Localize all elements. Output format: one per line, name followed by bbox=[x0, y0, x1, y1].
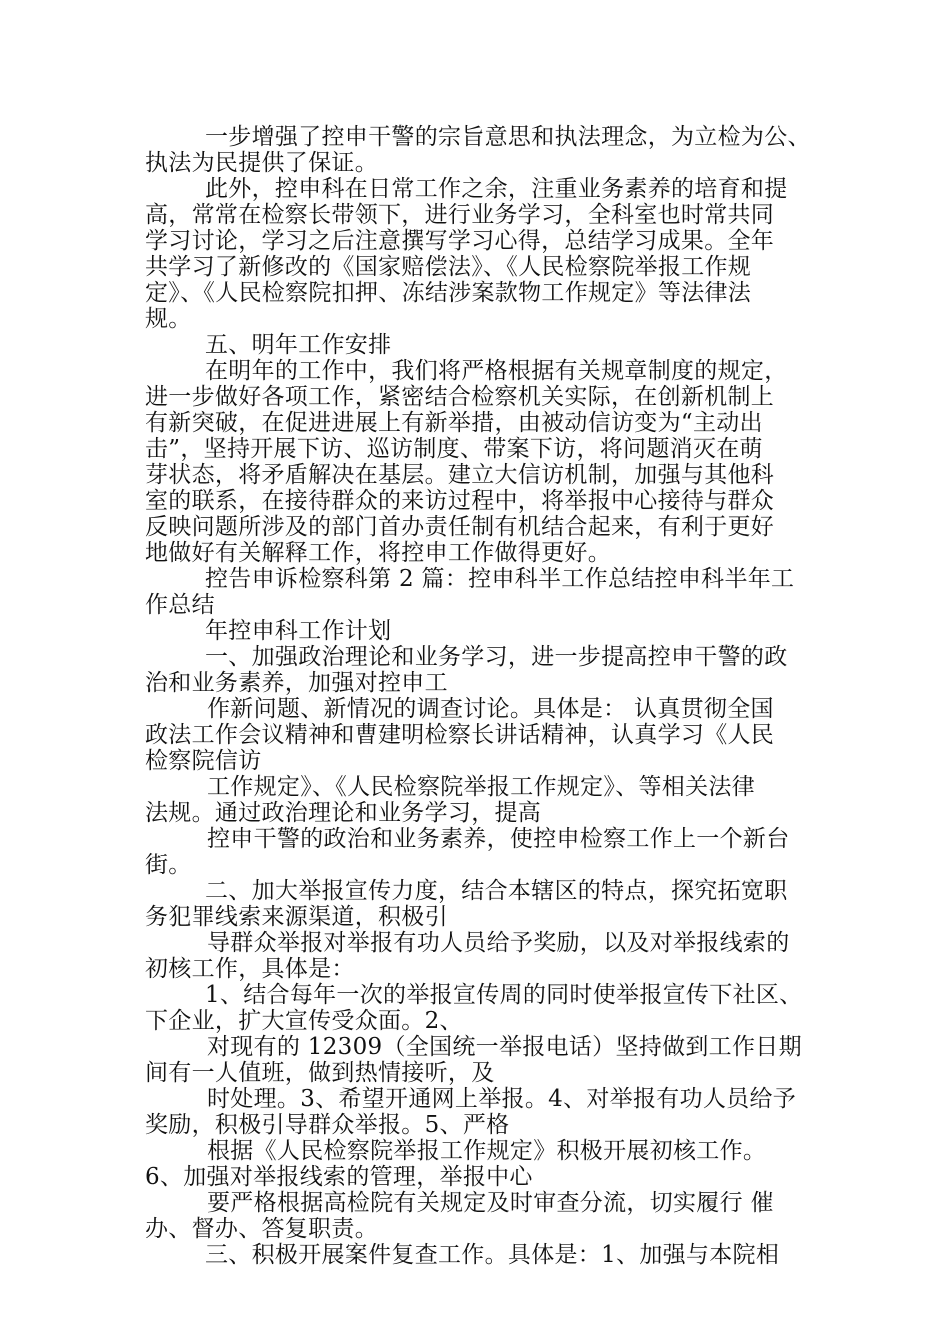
text-line: 控申干警的政治和业务素养，使控申检察工作上一个新台 bbox=[207, 826, 790, 852]
text-line: 治和业务素养，加强对控申工 bbox=[145, 670, 448, 696]
text-line: 对现有的 12309（全国统一举报电话）坚持做到工作日期 bbox=[207, 1034, 802, 1060]
text-line: 政法工作会议精神和曹建明检察长讲话精神，认真学习《人民 bbox=[145, 722, 775, 748]
text-line: 规。 bbox=[145, 306, 192, 332]
article-subheading: 年控申科工作计划 bbox=[205, 618, 392, 644]
text-line: 三、积极开展案件复查工作。具体是：1、加强与本院相 bbox=[205, 1242, 780, 1268]
text-line: 导群众举报对举报有功人员给予奖励，以及对举报线索的 bbox=[207, 930, 790, 956]
section-heading: 五、明年工作安排 bbox=[205, 332, 392, 358]
article-heading: 控告申诉检察科第 2 篇：控申科半工作总结控申科半年工 bbox=[205, 566, 795, 592]
text-line: 地做好有关解释工作，将控申工作做得更好。 bbox=[145, 540, 611, 566]
text-line: 一步增强了控申干警的宗旨意思和执法理念，为立检为公、 bbox=[205, 124, 811, 150]
text-line: 作总结 bbox=[145, 592, 215, 618]
text-line: 1、结合每年一次的举报宣传周的同时使举报宣传下社区、 bbox=[205, 982, 803, 1008]
text-line: 街。 bbox=[145, 852, 192, 878]
text-line: 根据《人民检察院举报工作规定》积极开展初核工作。 bbox=[207, 1138, 767, 1164]
text-line: 定》、《人民检察院扣押、冻结涉案款物工作规定》等法律法 bbox=[145, 280, 752, 306]
text-line: 初核工作，具体是： bbox=[145, 956, 355, 982]
text-line: 工作规定》、《人民检察院举报工作规定》、等相关法律 bbox=[207, 774, 755, 800]
text-line: 执法为民提供了保证。 bbox=[145, 150, 378, 176]
text-line: 芽状态，将矛盾解决在基层。建立大信访机制，加强与其他科 bbox=[145, 462, 775, 488]
text-line: 在明年的工作中，我们将严格根据有关规章制度的规定， bbox=[205, 358, 788, 384]
text-line: 有新突破，在促进进展上有新举措，由被动信访变为“主动出 bbox=[145, 410, 763, 436]
text-line: 6、加强对举报线索的管理，举报中心 bbox=[145, 1164, 533, 1190]
text-line: 办、督办、答复职责。 bbox=[145, 1216, 378, 1242]
text-line: 一、加强政治理论和业务学习，进一步提高控申干警的政 bbox=[205, 644, 788, 670]
text-line: 此外，控申科在日常工作之余，注重业务素养的培育和提 bbox=[205, 176, 788, 202]
text-line: 间有一人值班，做到热情接听，及 bbox=[145, 1060, 495, 1086]
text-line: 法规。通过政治理论和业务学习，提高 bbox=[145, 800, 542, 826]
text-line: 学习讨论，学习之后注意撰写学习心得，总结学习成果。全年 bbox=[145, 228, 775, 254]
text-line: 务犯罪线索来源渠道，积极引 bbox=[145, 904, 448, 930]
text-line: 共学习了新修改的《国家赔偿法》、《人民检察院举报工作规 bbox=[145, 254, 752, 280]
text-line: 检察院信访 bbox=[145, 748, 262, 774]
text-line: 进一步做好各项工作，紧密结合检察机关实际，在创新机制上 bbox=[145, 384, 775, 410]
text-line: 击”，坚持开展下访、巡访制度、带案下访，将问题消灭在萌 bbox=[145, 436, 763, 462]
text-line: 作新问题、新情况的调查讨论。具体是： 认真贯彻全国 bbox=[207, 696, 774, 722]
text-line: 二、加大举报宣传力度，结合本辖区的特点，探究拓宽职 bbox=[205, 878, 788, 904]
text-line: 下企业，扩大宣传受众面。2、 bbox=[145, 1008, 463, 1034]
text-line: 室的联系，在接待群众的来访过程中，将举报中心接待与群众 bbox=[145, 488, 775, 514]
text-line: 时处理。3、希望开通网上举报。4、对举报有功人员给予 bbox=[207, 1086, 797, 1112]
text-line: 高，常常在检察长带领下，进行业务学习，全科室也时常共同 bbox=[145, 202, 775, 228]
text-line: 奖励，积极引导群众举报。5、严格 bbox=[145, 1112, 510, 1138]
text-line: 要严格根据高检院有关规定及时审查分流，切实履行 催 bbox=[207, 1190, 774, 1216]
text-line: 反映问题所涉及的部门首办责任制有机结合起来，有利于更好 bbox=[145, 514, 775, 540]
